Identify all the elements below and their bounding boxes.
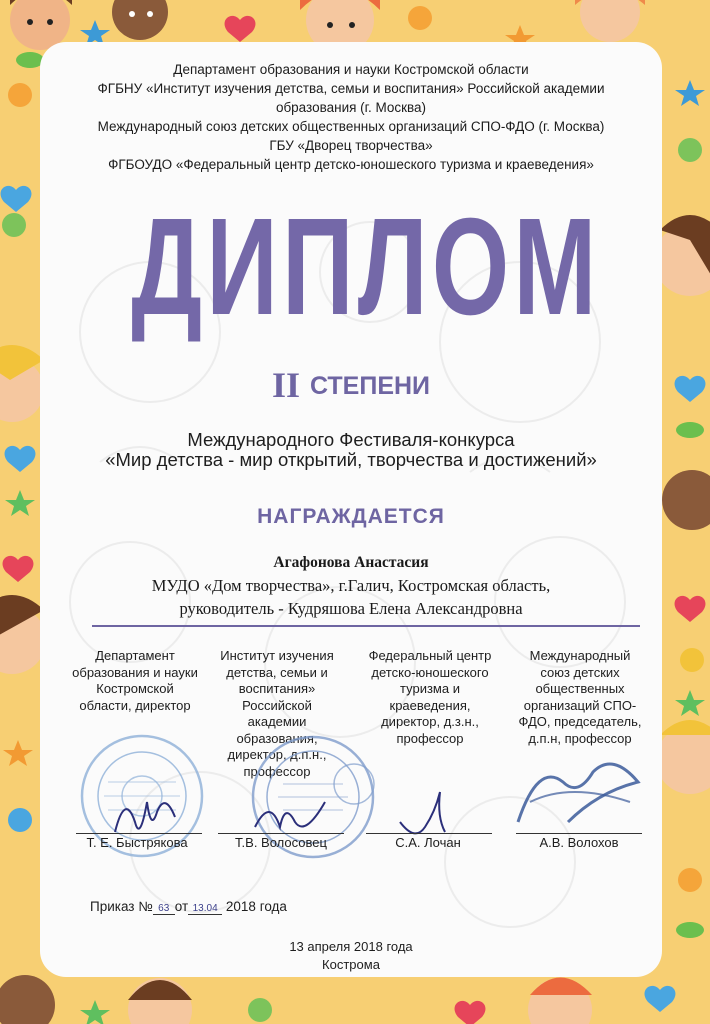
- signature-line: [366, 833, 492, 834]
- signature-icon: [510, 752, 650, 842]
- signatory-position: [70, 648, 200, 714]
- position-line: общественных: [535, 681, 625, 696]
- position-line: организаций СПО-: [523, 697, 637, 713]
- signature-line: [218, 833, 344, 834]
- position-line: д.п.н, профессор: [528, 730, 632, 746]
- recipient-block: [40, 552, 662, 620]
- signatory-position: [360, 648, 500, 747]
- footer: [40, 938, 662, 974]
- awarded-label: НАГРАЖДАЕТСЯ: [257, 505, 445, 528]
- position-line: Федеральный центр: [368, 648, 492, 663]
- signature-line: [516, 833, 642, 834]
- order-reference: [90, 899, 287, 915]
- position-line: туризма и: [400, 681, 460, 696]
- position-line: академии: [247, 714, 307, 729]
- signature-line: [76, 833, 202, 834]
- position-line: Российской: [242, 697, 312, 713]
- divider: [92, 625, 640, 627]
- order-date: 13.04: [188, 903, 222, 915]
- recipient-name: Агафонова Анастасия: [273, 554, 429, 571]
- organizer-line: Департамент образования и науки Костромской области: [173, 62, 529, 77]
- degree-heading: [40, 364, 662, 406]
- organizer-line: ФГБОУДО «Федеральный центр детско-юношеского туризма и краеведения»: [108, 157, 594, 172]
- signatory-name: А.В. Волохов: [539, 835, 619, 850]
- order-number: 63: [153, 903, 175, 915]
- contest-line: Международного Фестиваля-конкурса: [187, 429, 515, 450]
- organizers-block: [60, 60, 642, 174]
- position-line: профессор: [243, 763, 311, 779]
- official-stamp-icon: [332, 762, 376, 806]
- position-line: союз детских: [540, 664, 620, 680]
- signatory-name: С.А. Лочан: [395, 835, 461, 850]
- signatory-position: [505, 648, 655, 747]
- diploma-title-text: ДИПЛОМ: [131, 190, 601, 344]
- position-line: Костромской: [96, 681, 174, 696]
- order-year: 2018 года: [225, 899, 287, 914]
- position-line: детско-юношеского: [371, 664, 489, 680]
- position-line: Международный: [529, 648, 631, 663]
- position-line: краеведения,: [389, 697, 471, 713]
- contest-line: «Мир детства - мир открытий, творчества и достижений»: [105, 449, 597, 470]
- signatory-name: Т. Е. Быстрякова: [86, 835, 188, 850]
- organizer-line: ФГБНУ «Институт изучения детства, семьи и воспитания» Российской академии: [97, 81, 605, 96]
- organizer-line: образования (г. Москва): [275, 100, 427, 115]
- diploma-card: [40, 42, 662, 977]
- order-from: от: [174, 899, 189, 914]
- position-line: Департамент: [95, 648, 175, 663]
- position-line: образования и науки: [72, 664, 198, 680]
- organizer-line: ГБУ «Дворец творчества»: [269, 138, 433, 153]
- position-line: ФДО, председатель,: [518, 714, 642, 729]
- issue-city: Кострома: [322, 957, 380, 972]
- signatory-name: Т.В. Волосовец: [235, 835, 327, 850]
- degree-roman-numeral: II: [271, 365, 300, 405]
- order-prefix: Приказ №: [90, 899, 153, 914]
- issue-date: 13 апреля 2018 года: [289, 939, 413, 954]
- recipient-supervisor: руководитель - Кудряшова Елена Александровна: [179, 599, 523, 618]
- position-line: директор, д.з.н.,: [381, 714, 479, 729]
- position-line: образования,: [236, 730, 318, 746]
- position-line: детства, семьи и: [226, 664, 328, 680]
- degree-label: СТЕПЕНИ: [309, 372, 431, 400]
- diploma-title: [40, 192, 662, 342]
- recipient-organization: МУДО «Дом творчества», г.Галич, Костромская область,: [151, 576, 551, 595]
- position-line: воспитания»: [238, 681, 316, 696]
- position-line: профессор: [396, 730, 464, 746]
- contest-name: [40, 430, 662, 470]
- organizer-line: Международный союз детских общественных организаций СПО-ФДО (г. Москва): [97, 119, 605, 134]
- position-line: области, директор: [79, 697, 191, 713]
- position-line: директор, д.п.н.,: [227, 747, 327, 762]
- position-line: Институт изучения: [220, 648, 334, 663]
